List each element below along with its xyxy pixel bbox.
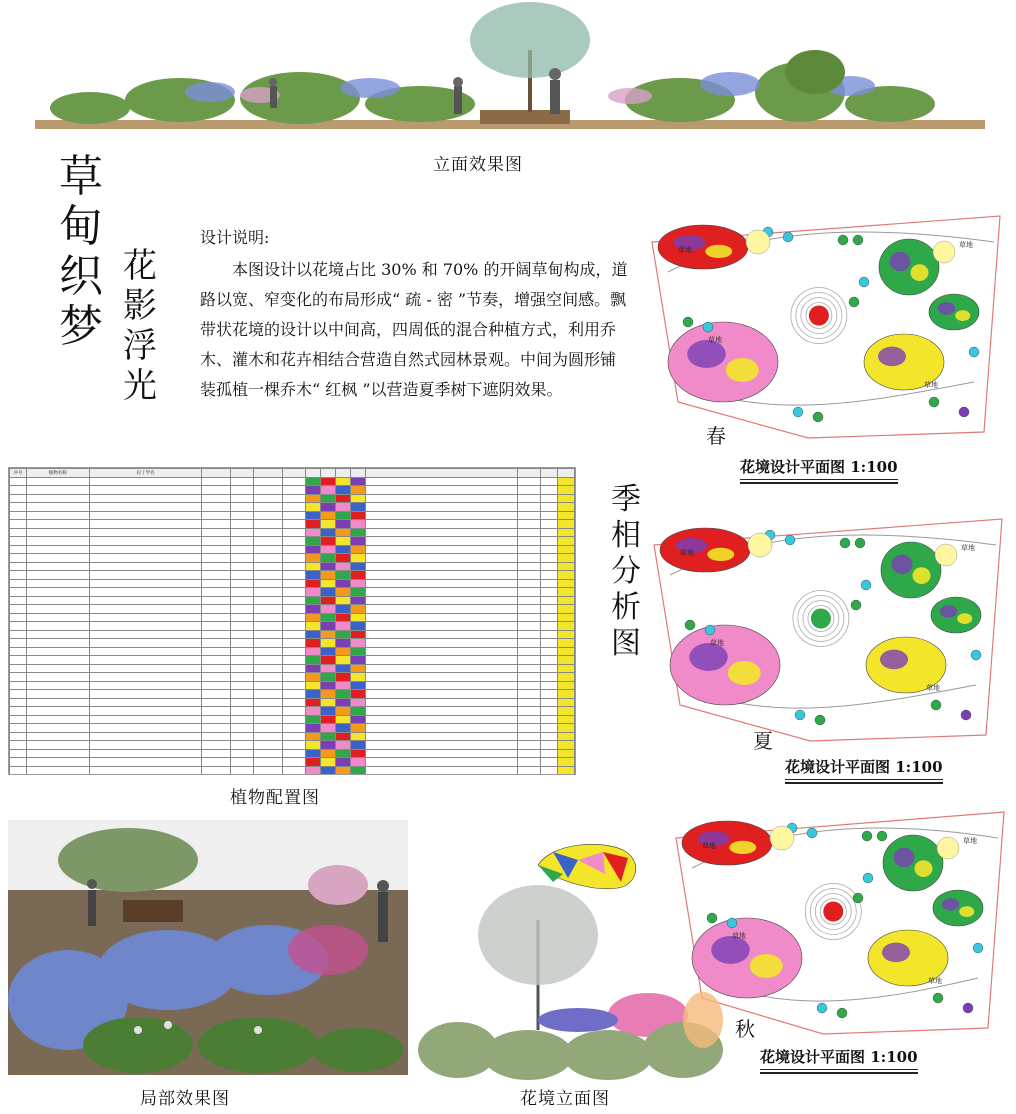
lawn-label: 草地 [708,336,722,344]
lawn-label: 草地 [928,977,942,985]
lawn-label: 草地 [732,932,746,940]
local-caption: 局部效果图 [140,1089,230,1109]
sub-title: 花 影 浮 光 [123,246,157,406]
table-header-no: 序号 [10,469,27,478]
lawn-label: 草地 [926,684,940,692]
season-label-spring: 春 [706,424,726,448]
plant-table [8,467,576,775]
lawn-label: 草地 [678,246,692,254]
main-title: 草 甸 织 梦 [59,151,103,352]
elevation-render [30,0,990,135]
lawn-label: 草地 [710,639,724,647]
lawn-label: 草地 [680,549,694,557]
planting-plan-summer [650,515,1006,745]
lawn-label: 草地 [702,842,716,850]
lawn-label: 草地 [961,544,975,552]
plan-caption-spring: 花境设计平面图 1:100 [740,456,898,484]
design-text: 本图设计以花境占比 30% 和 70% 的开阔草甸构成，道路以宽、窄变化的布局形成“ 疏 - 密 ”节奏，增强空间感。飘带状花境的设计以中间高，四周低的混合种植方式，利用乔木、灌木和花卉相结合营造自然式园林景观。中间为圆形铺装孤植一棵乔木“ 红枫 ”以营造夏季树下遮阴效果。 [200,260,628,399]
lawn-label: 草地 [963,837,977,845]
season-heading: 季 相 分 析 图 [611,482,641,661]
table-header-latin: 拉丁学名 [89,469,202,478]
plan-caption-summer: 花境设计平面图 1:100 [785,756,943,784]
lawn-label: 草地 [924,381,938,389]
table-caption: 植物配置图 [230,788,320,808]
local-render [8,820,408,1075]
border-elevation [418,840,728,1080]
lawn-label: 草地 [959,241,973,249]
elevation-caption: 立面效果图 [433,155,523,175]
table-header-name: 植物名称 [26,469,89,478]
border-caption: 花境立面图 [520,1089,610,1109]
season-label-autumn: 秋 [735,1017,755,1041]
design-heading: 设计说明: [200,228,270,247]
planting-plan-spring [648,212,1004,442]
plan-caption-autumn: 花境设计平面图 1:100 [760,1046,918,1074]
season-label-summer: 夏 [753,729,773,753]
